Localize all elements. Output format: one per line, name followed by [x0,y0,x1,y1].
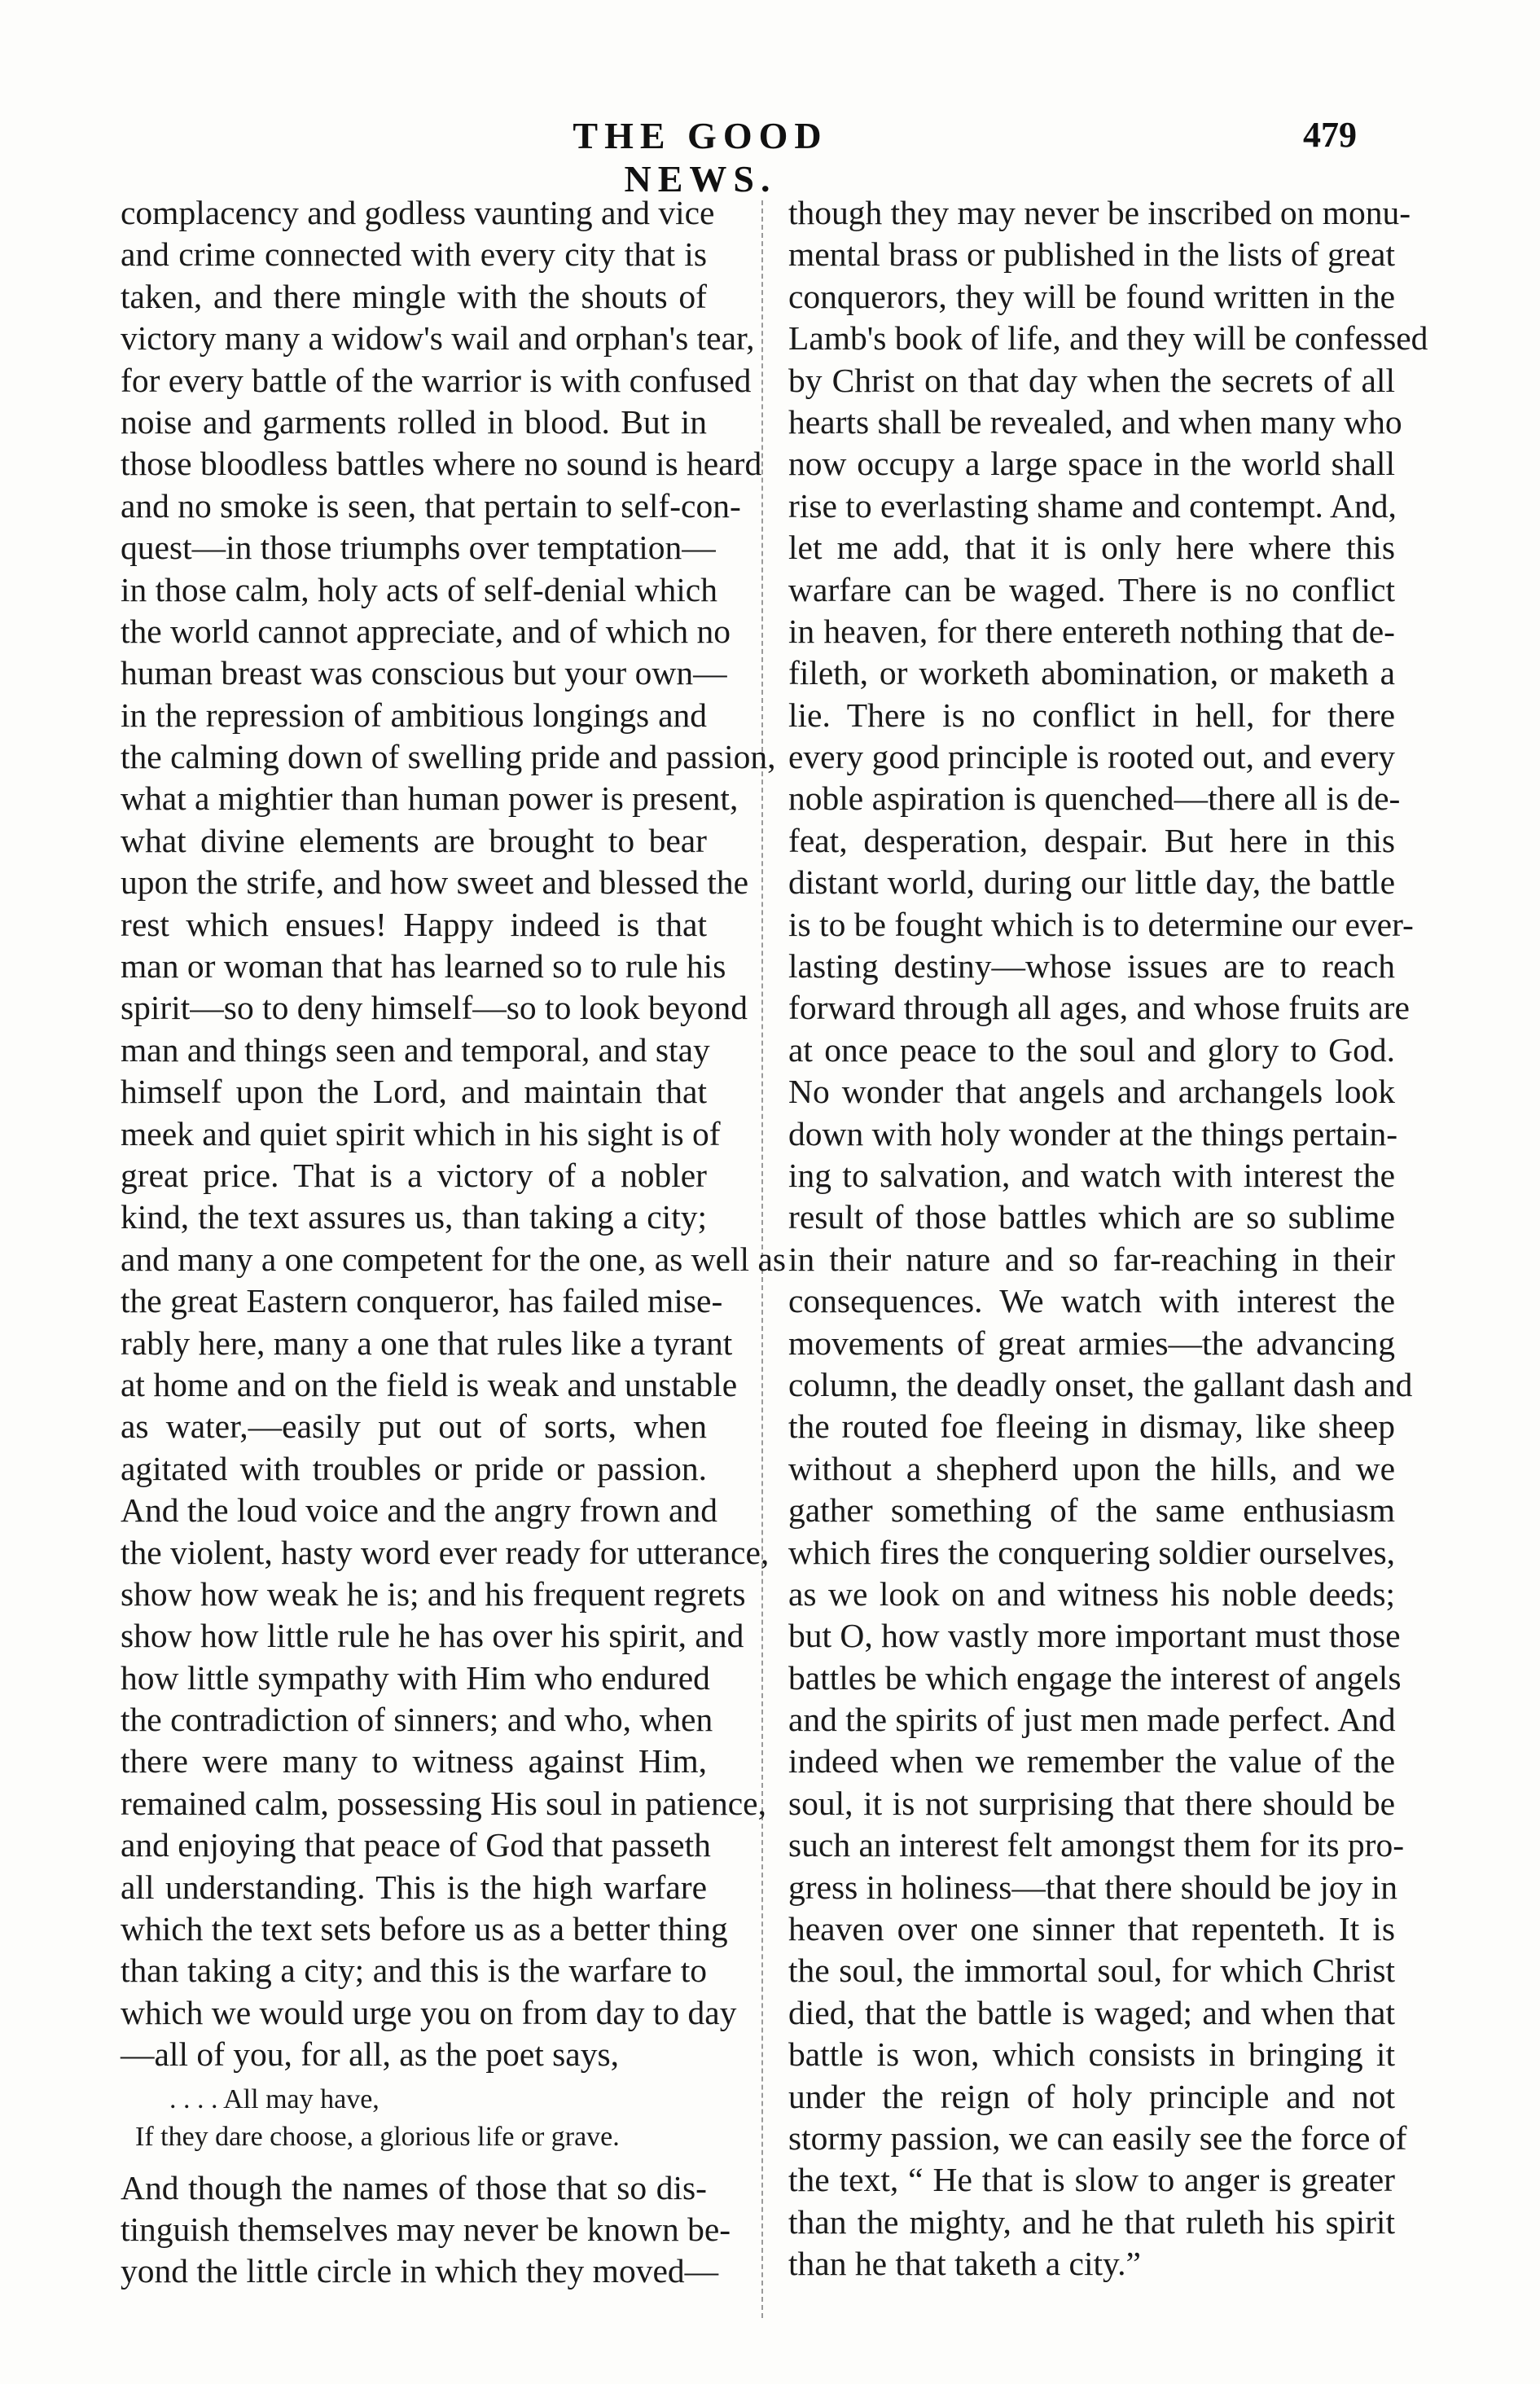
text-line: what divine elements are brought to bear [121,821,707,859]
text-line: No wonder that angels and archangels look [788,1073,1395,1111]
text-line: in those calm, holy acts of self-denial which [121,570,717,608]
text-line: such an interest felt amongst them for its pro- [788,1826,1405,1864]
text-line: noise and garments rolled in blood. But in [121,402,707,441]
text-line: soul, it is not surprising that there should be [788,1784,1395,1822]
text-line: though they may never be inscribed on monu- [788,194,1411,231]
text-line: And the loud voice and the angry frown and [121,1491,717,1530]
text-line: forward through all ages, and whose fruits are [788,989,1410,1027]
right-column-body [788,192,1428,2285]
poem-quotation [121,2081,707,2156]
text-line: there were many to witness against Him, [121,1742,707,1780]
text-line: than taking a city; and this is the warfare to [121,1952,707,1990]
text-line: without a shepherd upon the hills, and we [788,1449,1395,1487]
text-line: And though the names of those that so dis- [121,2168,707,2206]
text-line: tinguish themselves may never be known be- [121,2210,731,2248]
text-line: all understanding. This is the high warfare [121,1868,707,1906]
running-title: THE GOOD NEWS. [573,115,828,200]
text-line: himself upon the Lord, and maintain that [121,1073,707,1111]
text-line: complacency and godless vaunting and vice [121,194,715,231]
left-column-body [121,192,787,2076]
text-line: under the reign of holy principle and not [788,2077,1395,2115]
text-line: at home and on the field is weak and unstable [121,1365,738,1403]
text-line: agitated with troubles or pride or passion. [121,1449,707,1487]
page-number: 479 [1303,115,1357,155]
text-line: man and things seen and temporal, and stay [121,1030,710,1069]
text-line: spirit—so to deny himself—so to look beyond [121,989,748,1027]
left-column [121,192,787,2293]
text-line: as water,—easily put out of sorts, when [121,1407,707,1446]
text-line: lie. There is no conflict in hell, for there [788,696,1395,734]
text-line: and the spirits of just men made perfect. And [788,1701,1396,1739]
text-line: heaven over one sinner that repenteth. It is [788,1910,1395,1948]
text-line: rest which ensues! Happy indeed is that [121,905,707,943]
text-line: lasting destiny—whose issues are to reach [788,947,1395,986]
text-line: now occupy a large space in the world shall [788,445,1395,483]
text-line: the soul, the immortal soul, for which Christ [788,1952,1395,1990]
text-line: rise to everlasting shame and contempt. And, [788,486,1397,525]
left-column-continuation [121,2167,731,2293]
text-line: quest—in those triumphs over temptation— [121,529,716,567]
text-line: result of those battles which are so sublime [788,1198,1395,1236]
text-line: warfare can be waged. There is no conflict [788,570,1395,608]
text-line: kind, the text assures us, than taking a city; [121,1198,707,1236]
text-line: for every battle of the warrior is with confused [121,361,752,399]
text-line: how little sympathy with Him who endured [121,1658,710,1697]
text-line: movements of great armies—the advancing [788,1324,1395,1362]
poem-line-2: If they dare choose, a glorious life or grave. [135,2121,620,2152]
text-line: by Christ on that day when the secrets of all [788,361,1395,399]
text-line: victory many a widow's wail and orphan's tear, [121,319,755,358]
text-line: upon the strife, and how sweet and blessed the [121,863,749,902]
text-line: and many a one competent for the one, as well as [121,1240,787,1278]
text-line: and no smoke is seen, that pertain to self-con- [121,486,741,525]
text-line: man or woman that has learned so to rule his [121,947,726,986]
text-line: the world cannot appreciate, and of which no [121,612,731,650]
text-line: is to be fought which is to determine our ever- [788,905,1414,943]
text-line: battles be which engage the interest of angels [788,1658,1402,1697]
right-column [788,192,1428,2285]
text-line: remained calm, possessing His soul in patience, [121,1784,766,1822]
text-line: indeed when we remember the value of the [788,1742,1395,1780]
text-line: the contradiction of sinners; and who, when [121,1701,713,1739]
text-line: battle is won, which consists in bringing it [788,2035,1395,2074]
text-line: the great Eastern conqueror, has failed mise- [121,1282,723,1320]
text-line: rably here, many a one that rules like a tyrant [121,1324,733,1362]
text-line: the violent, hasty word ever ready for utterance, [121,1533,770,1571]
text-line: which fires the conquering soldier ourselves, [788,1533,1395,1571]
text-line: died, that the battle is waged; and when that [788,1993,1395,2031]
text-line: human breast was conscious but your own— [121,654,727,692]
text-line: what a mightier than human power is present, [121,779,739,818]
text-line: —all of you, for all, as the poet says, [121,2035,619,2074]
text-line: noble aspiration is quenched—there all is de- [788,779,1401,818]
text-line: consequences. We watch with interest the [788,1282,1395,1320]
text-line: than he that taketh a city.” [788,2245,1141,2283]
text-line: but O, how vastly more important must those [788,1617,1401,1655]
text-line: ing to salvation, and watch with interest the [788,1156,1395,1194]
text-line: column, the deadly onset, the gallant dash and [788,1365,1413,1403]
text-line: every good principle is rooted out, and every [788,738,1395,776]
text-line: in heaven, for there entereth nothing that de- [788,612,1395,650]
text-line: show how little rule he has over his spirit, and [121,1617,744,1655]
text-line: let me add, that it is only here where this [788,529,1395,567]
text-line: mental brass or published in the lists of great [788,235,1395,274]
text-line: gress in holiness—that there should be joy in [788,1868,1398,1906]
text-line: as we look on and witness his noble deeds; [788,1574,1395,1613]
text-line: and enjoying that peace of God that passeth [121,1826,711,1864]
text-line: stormy passion, we can easily see the force of [788,2118,1407,2157]
text-line: conquerors, they will be found written in the [788,277,1395,315]
text-line: gather something of the same enthusiasm [788,1491,1395,1530]
poem-line-1: . . . . All may have, [169,2083,380,2114]
text-line: feat, desperation, despair. But here in this [788,821,1395,859]
text-line: taken, and there mingle with the shouts of [121,277,707,315]
text-line: and crime connected with every city that is [121,235,707,274]
text-line: yond the little circle in which they moved— [121,2252,719,2290]
text-line: show how weak he is; and his frequent regrets [121,1574,746,1613]
text-line: down with holy wonder at the things pertain- [788,1114,1398,1152]
text-line: in their nature and so far-reaching in their [788,1240,1395,1278]
text-line: hearts shall be revealed, and when many who [788,402,1402,441]
text-line: at once peace to the soul and glory to God. [788,1030,1395,1069]
text-line: the routed foe fleeing in dismay, like sheep [788,1407,1395,1446]
text-line: fileth, or worketh abomination, or maketh a [788,654,1395,692]
text-line: distant world, during our little day, the battle [788,863,1395,902]
text-line: than the mighty, and he that ruleth his spirit [788,2202,1395,2241]
text-line: meek and quiet spirit which in his sight is of [121,1114,721,1152]
text-line: great price. That is a victory of a nobler [121,1156,707,1194]
text-line: in the repression of ambitious longings and [121,696,707,734]
text-line: which we would urge you on from day to day [121,1993,737,2031]
text-line: Lamb's book of life, and they will be confessed [788,319,1428,358]
text-line: which the text sets before us as a better thing [121,1910,728,1948]
text-line: those bloodless battles where no sound is heard [121,445,762,483]
text-line: the calming down of swelling pride and passion, [121,738,776,776]
text-line: the text, “ He that is slow to anger is greater [788,2161,1395,2199]
